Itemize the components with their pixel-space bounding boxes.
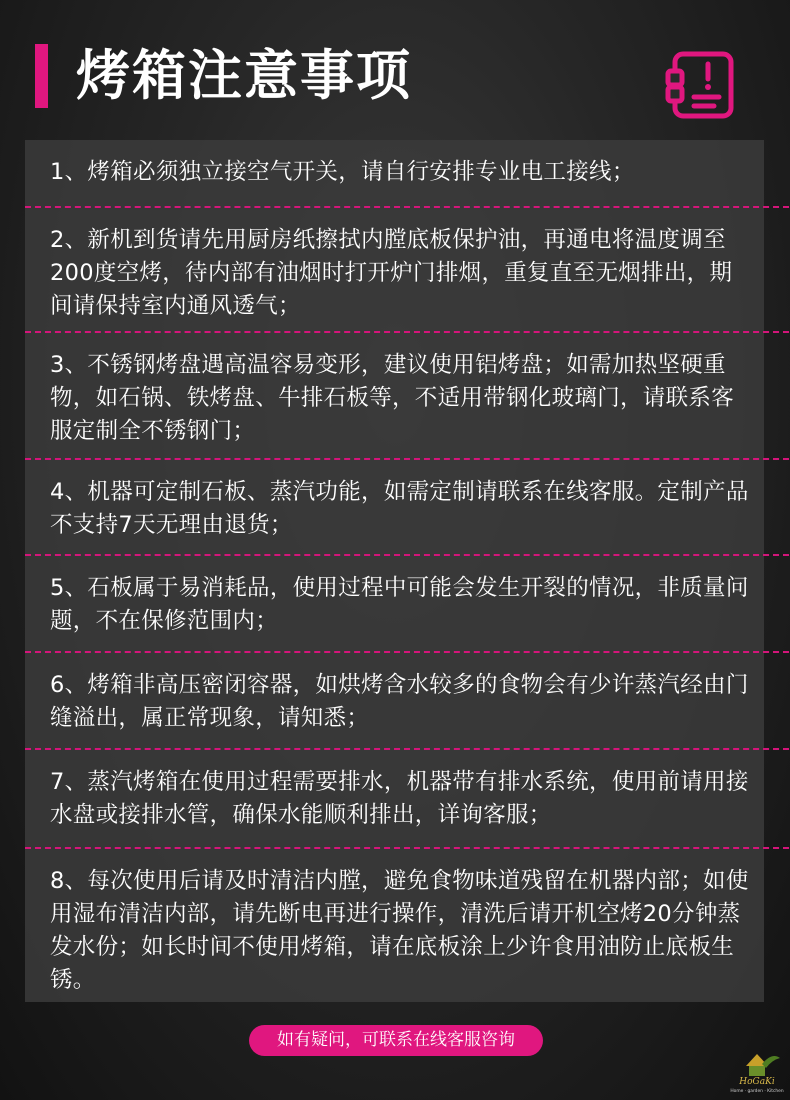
svg-text:HoGaKi: HoGaKi xyxy=(739,1077,775,1087)
notice-item-6: 6、烤箱非高压密闭容器，如烘烤含水较多的食物会有少许蒸汽经由门缝溢出，属正常现象，请知悉； xyxy=(50,672,749,731)
notice-item-2: 2、新机到货请先用厨房纸擦拭内膛底板保护油，再通电将温度调至200度空烤，待内部有油烟时打开炉门排烟，重复直至无烟排出，期间请保持室内通风透气； xyxy=(50,227,733,319)
title-accent-bar xyxy=(35,44,48,108)
notice-item-5: 5、石板属于易消耗品，使用过程中可能会发生开裂的情况，非质量问题，不在保修范围内； xyxy=(50,575,749,634)
brand-logo xyxy=(728,1046,786,1094)
notice-item-7: 7、蒸汽烤箱在使用过程需要排水，机器带有排水系统，使用前请用接水盘或接排水管，确保水能顺利排出，详询客服； xyxy=(50,769,749,828)
notice-item-3: 3、不锈钢烤盘遇高温容易变形，建议使用铝烤盘；如需加热坚硬重物，如石锅、铁烤盘、牛排石板等，不适用带钢化玻璃门，请联系客服定制全不锈钢门； xyxy=(50,352,735,444)
notice-panel xyxy=(25,140,764,1002)
header xyxy=(0,0,790,130)
notice-item-4: 4、机器可定制石板、蒸汽功能，如需定制请联系在线客服。定制产品不支持7天无理由退货； xyxy=(50,479,749,538)
notice-document-icon xyxy=(664,46,738,120)
notice-item-8: 8、每次使用后请及时清洁内膛，避免食物味道残留在机器内部；如使用湿布清洁内部，请先断电再进行操作，清洗后请开机空烤20分钟蒸发水份；如长时间不使用烤箱，请在底板涂上少许食用油防止底板生锈。 xyxy=(50,868,749,993)
page-title: 烤箱注意事项 xyxy=(76,44,412,107)
svg-text:Home · garden · Kitchen: Home · garden · Kitchen xyxy=(730,1089,784,1094)
notice-item-1: 1、烤箱必须独立接空气开关，请自行安排专业电工接线； xyxy=(50,159,635,185)
consult-service-button[interactable]: 如有疑问，可联系在线客服咨询 xyxy=(249,1025,543,1056)
